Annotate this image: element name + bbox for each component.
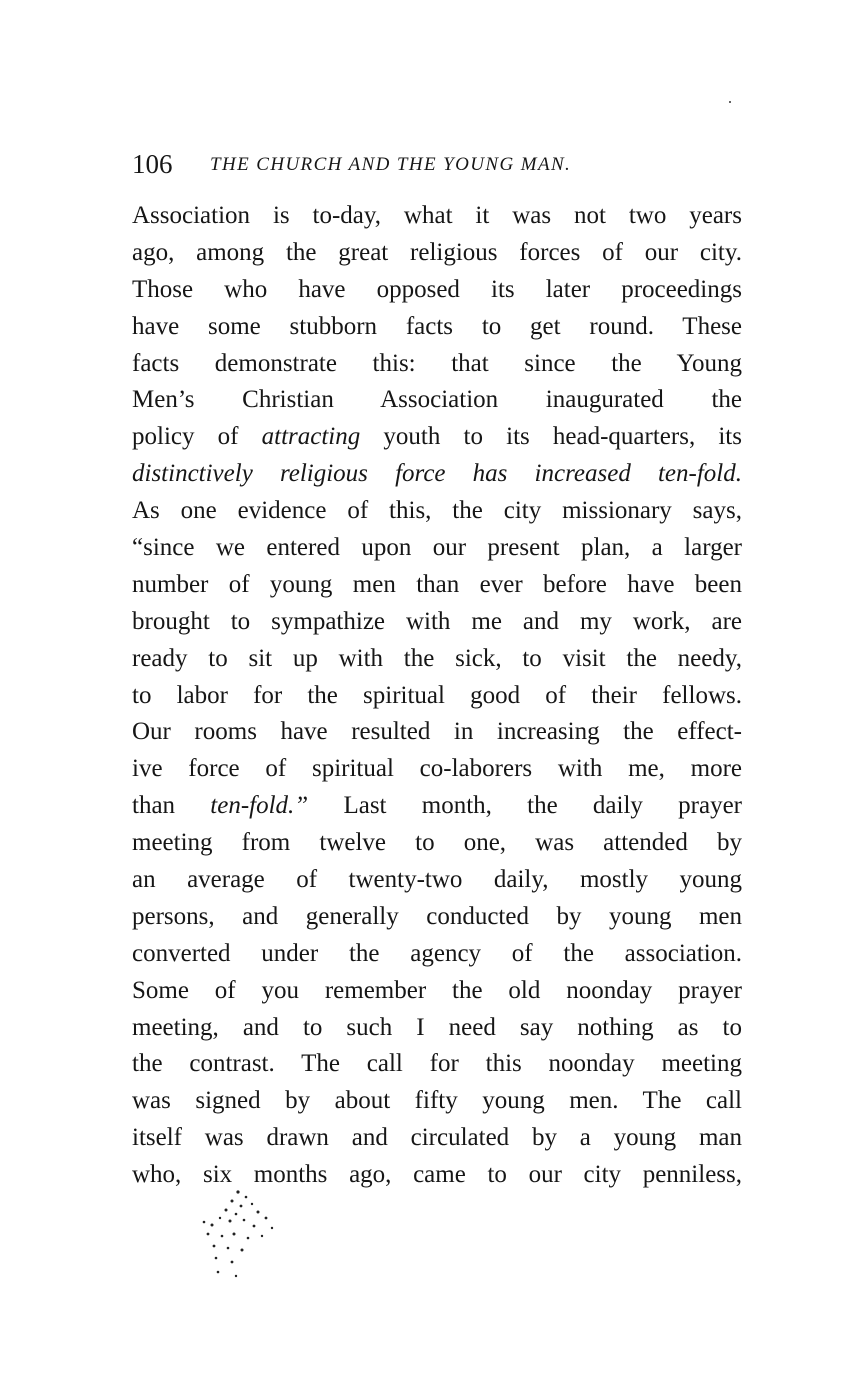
text-line: [132, 272, 742, 309]
italic-text-segment: ten-fold.”: [210, 792, 309, 820]
text-line: [132, 346, 742, 383]
text-segment: ready to sit up with the sick, to visit the needy,: [132, 644, 742, 672]
text-line: [132, 825, 742, 862]
text-line: [132, 973, 742, 1010]
text-segment: ive force of spiritual co-laborers with me, more: [132, 755, 742, 783]
text-segment: have some stubborn facts to get round. These: [132, 312, 742, 340]
text-segment: number of young men than ever before have been: [132, 570, 742, 598]
running-title: THE CHURCH AND THE YOUNG MAN.: [210, 154, 572, 175]
text-segment: to labor for the spiritual good of their fellows.: [132, 681, 742, 709]
text-segment: As one evidence of this, the city missionary says,: [132, 497, 742, 525]
text-line: [132, 936, 742, 973]
text-segment: was signed by about fifty young men. The call: [132, 1087, 742, 1115]
text-segment: than: [132, 792, 211, 820]
text-line: [132, 1010, 742, 1047]
italic-text-segment: attracting: [261, 423, 361, 451]
text-line: [132, 1120, 742, 1157]
text-segment: the contrast. The call for this noonday meeting: [132, 1050, 742, 1078]
text-line: [132, 1046, 742, 1083]
text-segment: meeting, and to such I need say nothing as to: [132, 1013, 742, 1041]
text-segment: Those who have opposed its later proceedings: [132, 275, 742, 303]
body-text: [132, 198, 742, 1194]
print-speck: [729, 101, 731, 103]
text-line: [132, 567, 742, 604]
text-line: [132, 235, 742, 272]
text-segment: Last month, the daily prayer: [308, 792, 742, 820]
text-segment: itself was drawn and circulated by a young man: [132, 1124, 742, 1152]
text-line: [132, 641, 742, 678]
text-segment: brought to sympathize with me and my work, are: [132, 607, 742, 635]
text-line: [132, 1083, 742, 1120]
text-segment: who, six months ago, came to our city penniless,: [132, 1161, 742, 1189]
text-line: [132, 862, 742, 899]
text-segment: Our rooms have resulted in increasing the effect-: [132, 718, 742, 746]
text-line: [132, 604, 742, 641]
text-segment: Men’s Christian Association inaugurated the: [132, 386, 742, 414]
text-segment: policy of: [132, 423, 262, 451]
text-segment: persons, and generally conducted by young men: [132, 902, 742, 930]
text-line: [132, 678, 742, 715]
text-segment: facts demonstrate this: that since the Young: [132, 349, 742, 377]
page-number: 106: [132, 149, 173, 179]
text-segment: Association is to-day, what it was not two years: [132, 202, 742, 229]
italic-text-segment: distinctively religious force has increased ten-fold.: [132, 460, 742, 488]
text-line: [132, 309, 742, 346]
text-line: [132, 493, 742, 530]
text-segment: an average of twenty-two daily, mostly young: [132, 866, 742, 894]
text-line: [132, 198, 742, 235]
text-segment: meeting from twelve to one, was attended by: [132, 829, 742, 857]
running-head: [132, 148, 752, 180]
text-segment: youth to its head-quarters, its: [360, 423, 742, 451]
text-line: [132, 382, 742, 419]
text-segment: Some of you remember the old noonday prayer: [132, 976, 742, 1004]
text-line: [132, 714, 742, 751]
text-segment: converted under the agency of the association.: [132, 939, 742, 967]
text-line: [132, 419, 742, 456]
text-line: [132, 899, 742, 936]
text-segment: “since we entered upon our present plan, a larger: [132, 534, 742, 562]
text-line: [132, 530, 742, 567]
text-line: [132, 788, 742, 825]
text-line: [132, 456, 742, 493]
text-line: [132, 751, 742, 788]
ink-dot-smudge: [196, 1188, 286, 1284]
text-segment: ago, among the great religious forces of our city.: [132, 238, 742, 266]
